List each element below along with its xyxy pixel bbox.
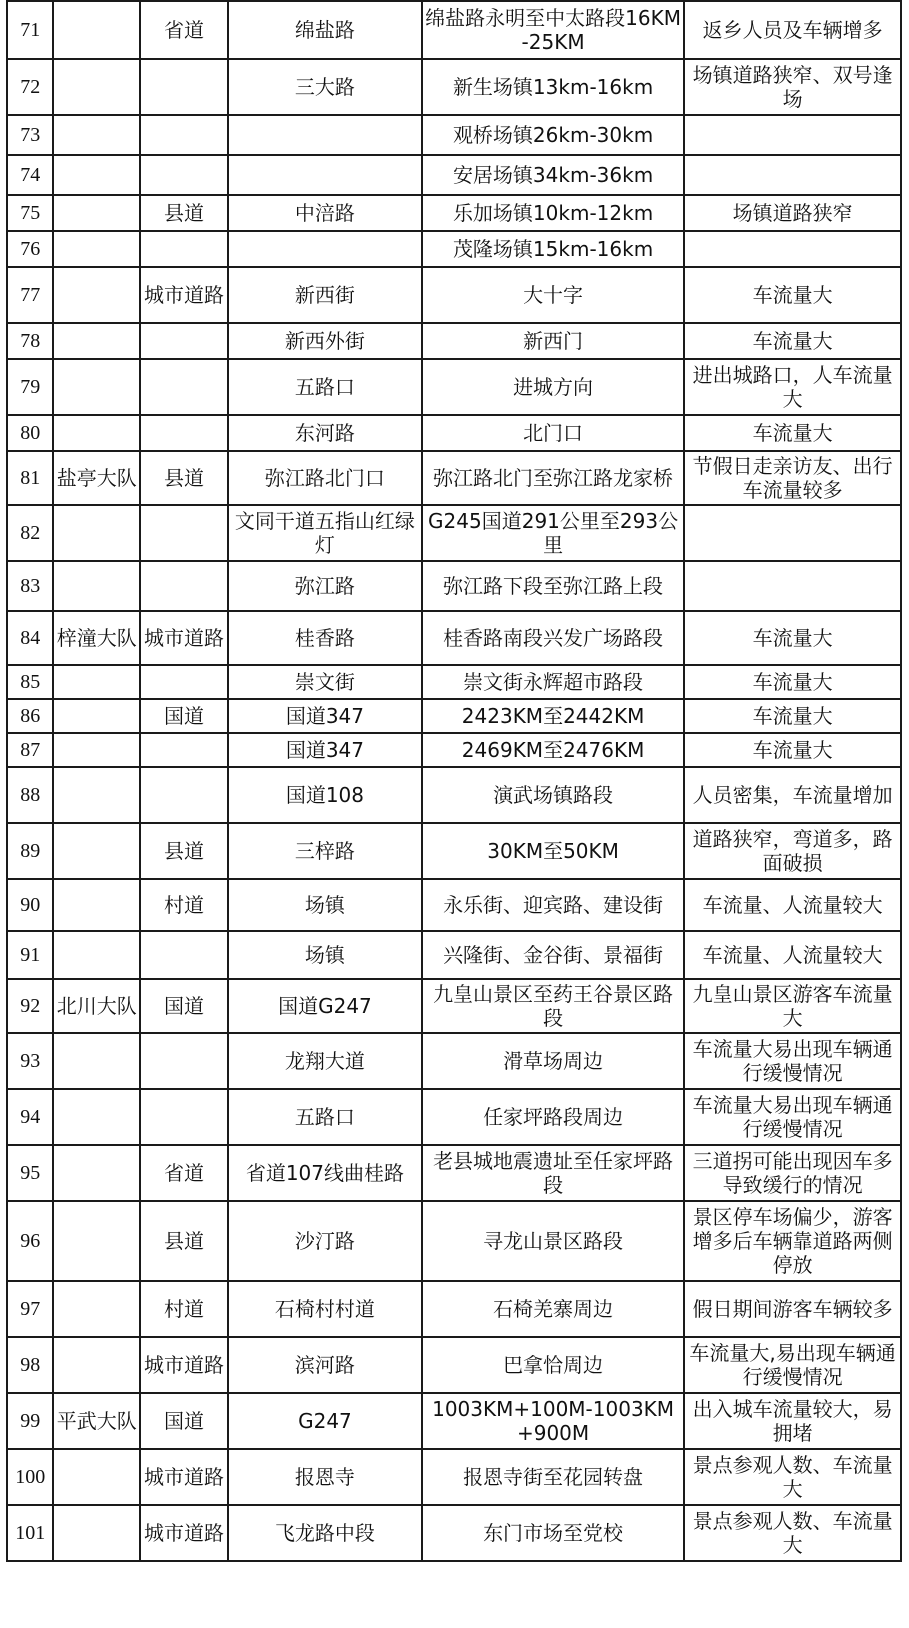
reason-cell [684,505,901,561]
row-number-cell: 91 [7,931,53,979]
table-row [7,665,901,699]
road-section-cell: 演武场镇路段 [422,767,684,823]
unit-cell [53,1033,140,1089]
unit-cell [53,195,140,231]
road-grade-cell [140,231,228,267]
unit-cell [53,767,140,823]
table-row [7,1449,901,1505]
road-grade-cell: 城市道路 [140,1505,228,1561]
road-grade-cell: 国道 [140,1393,228,1449]
reason-cell: 车流量大 [684,323,901,359]
road-grade-cell: 省道 [140,1,228,59]
row-number-cell: 93 [7,1033,53,1089]
road-section-cell: 北门口 [422,415,684,451]
reason-cell: 车流量大 [684,611,901,665]
unit-cell [53,561,140,611]
road-section-cell: 任家坪路段周边 [422,1089,684,1145]
table-row [7,561,901,611]
road-grade-cell [140,115,228,155]
reason-cell: 车流量大 [684,733,901,767]
table-row [7,155,901,195]
congestion-road-table [6,0,902,1562]
reason-cell: 车流量大 [684,665,901,699]
reason-cell: 景点参观人数、车流量大 [684,1505,901,1561]
table-row [7,1505,901,1561]
road-name-cell: 滨河路 [228,1337,422,1393]
road-name-cell: 省道107线曲桂路 [228,1145,422,1201]
road-section-cell: 新生场镇13km-16km [422,59,684,115]
table-row [7,1201,901,1281]
reason-cell: 车流量大易出现车辆通行缓慢情况 [684,1089,901,1145]
road-section-cell: 永乐街、迎宾路、建设街 [422,879,684,931]
table-row [7,767,901,823]
road-section-cell: 茂隆场镇15km-16km [422,231,684,267]
road-section-cell: 老县城地震遗址至任家坪路段 [422,1145,684,1201]
road-name-cell: 五路口 [228,359,422,415]
row-number-cell: 86 [7,699,53,733]
reason-cell: 车流量大,易出现车辆通行缓慢情况 [684,1337,901,1393]
reason-cell: 车流量大 [684,415,901,451]
row-number-cell: 89 [7,823,53,879]
road-name-cell: 国道108 [228,767,422,823]
unit-cell [53,323,140,359]
road-name-cell: 弥江路 [228,561,422,611]
reason-cell: 出入城车流量较大，易拥堵 [684,1393,901,1449]
unit-cell [53,1281,140,1337]
table-row [7,879,901,931]
road-section-cell: 桂香路南段兴发广场路段 [422,611,684,665]
reason-cell: 景区停车场偏少，游客增多后车辆靠道路两侧停放 [684,1201,901,1281]
table-row [7,267,901,323]
reason-cell: 场镇道路狭窄、双号逢场 [684,59,901,115]
unit-cell [53,1201,140,1281]
road-name-cell: 文同干道五指山红绿灯 [228,505,422,561]
row-number-cell: 100 [7,1449,53,1505]
road-grade-cell: 国道 [140,979,228,1033]
road-section-cell: 绵盐路永明至中太路段16KM-25KM [422,1,684,59]
unit-cell [53,1505,140,1561]
row-number-cell: 84 [7,611,53,665]
row-number-cell: 75 [7,195,53,231]
road-grade-cell: 县道 [140,195,228,231]
road-name-cell: 崇文街 [228,665,422,699]
reason-cell: 进出城路口，人车流量大 [684,359,901,415]
row-number-cell: 78 [7,323,53,359]
table-row [7,231,901,267]
reason-cell: 车流量大 [684,699,901,733]
unit-cell [53,665,140,699]
road-grade-cell [140,323,228,359]
road-grade-cell [140,665,228,699]
table-row [7,611,901,665]
table-row [7,415,901,451]
road-name-cell: G247 [228,1393,422,1449]
road-grade-cell: 县道 [140,823,228,879]
table-row [7,1337,901,1393]
unit-cell [53,699,140,733]
unit-cell [53,1449,140,1505]
road-section-cell: 安居场镇34km-36km [422,155,684,195]
unit-cell [53,231,140,267]
road-grade-cell: 省道 [140,1145,228,1201]
road-name-cell: 国道347 [228,733,422,767]
road-grade-cell [140,415,228,451]
road-grade-cell [140,561,228,611]
road-section-cell: 2423KM至2442KM [422,699,684,733]
road-grade-cell [140,59,228,115]
road-name-cell: 飞龙路中段 [228,1505,422,1561]
road-name-cell: 新西街 [228,267,422,323]
table-row [7,59,901,115]
road-section-cell: 大十字 [422,267,684,323]
road-name-cell: 桂香路 [228,611,422,665]
road-name-cell: 弥江路北门口 [228,451,422,505]
reason-cell: 车流量、人流量较大 [684,931,901,979]
table-row [7,1393,901,1449]
table-row [7,451,901,505]
unit-cell [53,1337,140,1393]
road-section-cell: 寻龙山景区路段 [422,1201,684,1281]
road-section-cell: 30KM至50KM [422,823,684,879]
table-row [7,733,901,767]
row-number-cell: 71 [7,1,53,59]
road-name-cell: 龙翔大道 [228,1033,422,1089]
reason-cell [684,155,901,195]
reason-cell: 车流量大易出现车辆通行缓慢情况 [684,1033,901,1089]
row-number-cell: 81 [7,451,53,505]
reason-cell: 返乡人员及车辆增多 [684,1,901,59]
reason-cell: 车流量、人流量较大 [684,879,901,931]
table-row [7,115,901,155]
row-number-cell: 87 [7,733,53,767]
row-number-cell: 74 [7,155,53,195]
row-number-cell: 97 [7,1281,53,1337]
road-name-cell [228,155,422,195]
unit-cell [53,359,140,415]
road-name-cell: 石椅村村道 [228,1281,422,1337]
road-grade-cell [140,767,228,823]
road-grade-cell: 县道 [140,1201,228,1281]
road-section-cell: 九皇山景区至药王谷景区路段 [422,979,684,1033]
reason-cell: 景点参观人数、车流量大 [684,1449,901,1505]
road-name-cell [228,231,422,267]
road-grade-cell [140,155,228,195]
unit-cell [53,931,140,979]
road-name-cell: 绵盐路 [228,1,422,59]
road-grade-cell: 城市道路 [140,1337,228,1393]
unit-cell: 北川大队 [53,979,140,1033]
table-row [7,359,901,415]
unit-cell [53,879,140,931]
unit-cell [53,733,140,767]
unit-cell [53,1145,140,1201]
road-section-cell: 乐加场镇10km-12km [422,195,684,231]
road-section-cell: 巴拿恰周边 [422,1337,684,1393]
reason-cell: 九皇山景区游客车流量大 [684,979,901,1033]
road-grade-cell: 村道 [140,1281,228,1337]
road-grade-cell [140,1089,228,1145]
row-number-cell: 99 [7,1393,53,1449]
table-body [7,1,901,1561]
road-section-cell: 新西门 [422,323,684,359]
table-row [7,931,901,979]
reason-cell: 三道拐可能出现因车多导致缓行的情况 [684,1145,901,1201]
road-section-cell: 弥江路下段至弥江路上段 [422,561,684,611]
unit-cell [53,823,140,879]
road-grade-cell [140,505,228,561]
road-grade-cell: 国道 [140,699,228,733]
table-row [7,323,901,359]
row-number-cell: 95 [7,1145,53,1201]
road-section-cell: 2469KM至2476KM [422,733,684,767]
reason-cell: 人员密集，车流量增加 [684,767,901,823]
row-number-cell: 92 [7,979,53,1033]
reason-cell: 假日期间游客车辆较多 [684,1281,901,1337]
unit-cell: 盐亭大队 [53,451,140,505]
road-section-cell: 兴隆街、金谷街、景福街 [422,931,684,979]
row-number-cell: 88 [7,767,53,823]
table-row [7,195,901,231]
unit-cell [53,415,140,451]
table-row [7,979,901,1033]
row-number-cell: 90 [7,879,53,931]
table-row [7,1,901,59]
road-grade-cell [140,733,228,767]
reason-cell [684,231,901,267]
row-number-cell: 79 [7,359,53,415]
road-name-cell: 三大路 [228,59,422,115]
reason-cell: 车流量大 [684,267,901,323]
road-name-cell: 报恩寺 [228,1449,422,1505]
row-number-cell: 82 [7,505,53,561]
reason-cell: 场镇道路狭窄 [684,195,901,231]
road-name-cell: 中涪路 [228,195,422,231]
unit-cell [53,1089,140,1145]
unit-cell [53,115,140,155]
road-section-cell: 1003KM+100M-1003KM+900M [422,1393,684,1449]
row-number-cell: 94 [7,1089,53,1145]
road-section-cell: 东门市场至党校 [422,1505,684,1561]
unit-cell [53,155,140,195]
unit-cell [53,505,140,561]
road-grade-cell [140,359,228,415]
unit-cell: 梓潼大队 [53,611,140,665]
road-name-cell: 三梓路 [228,823,422,879]
road-grade-cell: 城市道路 [140,611,228,665]
road-section-cell: 滑草场周边 [422,1033,684,1089]
road-name-cell: 五路口 [228,1089,422,1145]
road-name-cell: 国道G247 [228,979,422,1033]
table-row [7,1281,901,1337]
road-section-cell: 进城方向 [422,359,684,415]
road-name-cell: 国道347 [228,699,422,733]
reason-cell: 节假日走亲访友、出行车流量较多 [684,451,901,505]
road-section-cell: 石椅羌寨周边 [422,1281,684,1337]
road-grade-cell [140,1033,228,1089]
row-number-cell: 76 [7,231,53,267]
road-grade-cell [140,931,228,979]
row-number-cell: 83 [7,561,53,611]
road-section-cell: 观桥场镇26km-30km [422,115,684,155]
row-number-cell: 98 [7,1337,53,1393]
road-name-cell [228,115,422,155]
road-section-cell: 报恩寺街至花园转盘 [422,1449,684,1505]
road-section-cell: 弥江路北门至弥江路龙家桥 [422,451,684,505]
reason-cell: 道路狭窄，弯道多，路面破损 [684,823,901,879]
road-name-cell: 新西外街 [228,323,422,359]
table-row [7,1145,901,1201]
road-name-cell: 场镇 [228,931,422,979]
road-name-cell: 东河路 [228,415,422,451]
table-row [7,699,901,733]
table-row [7,505,901,561]
unit-cell [53,267,140,323]
row-number-cell: 73 [7,115,53,155]
road-section-cell: G245国道291公里至293公里 [422,505,684,561]
table-row [7,1089,901,1145]
unit-cell: 平武大队 [53,1393,140,1449]
unit-cell [53,59,140,115]
reason-cell [684,115,901,155]
row-number-cell: 96 [7,1201,53,1281]
reason-cell [684,561,901,611]
road-grade-cell: 城市道路 [140,1449,228,1505]
row-number-cell: 80 [7,415,53,451]
row-number-cell: 72 [7,59,53,115]
table-row [7,823,901,879]
road-name-cell: 沙汀路 [228,1201,422,1281]
road-name-cell: 场镇 [228,879,422,931]
table-row [7,1033,901,1089]
row-number-cell: 77 [7,267,53,323]
road-grade-cell: 村道 [140,879,228,931]
unit-cell [53,1,140,59]
row-number-cell: 101 [7,1505,53,1561]
road-grade-cell: 县道 [140,451,228,505]
road-section-cell: 崇文街永辉超市路段 [422,665,684,699]
row-number-cell: 85 [7,665,53,699]
road-grade-cell: 城市道路 [140,267,228,323]
